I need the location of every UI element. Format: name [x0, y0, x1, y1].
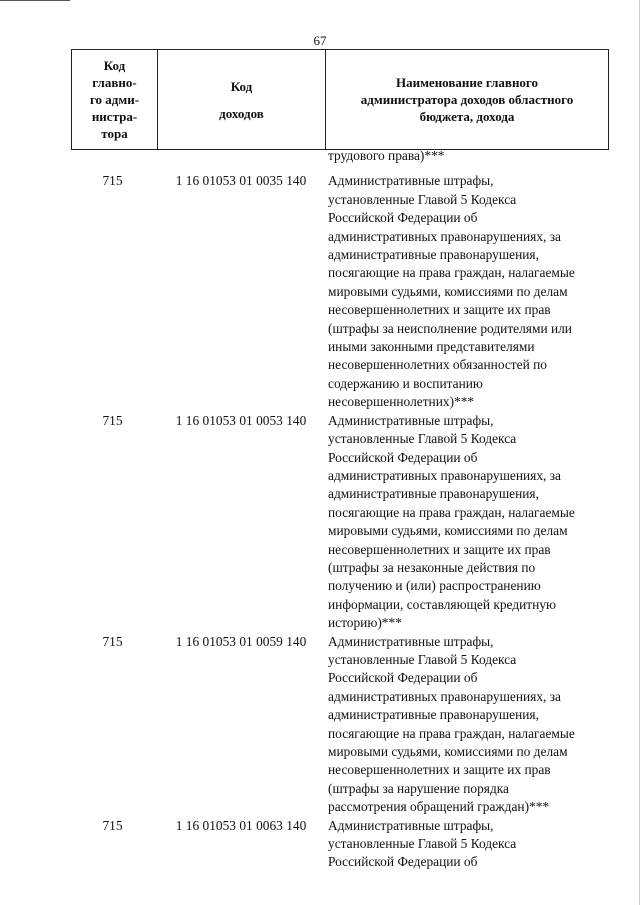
- header-admin-line: Код: [103, 58, 126, 73]
- income-code: 1 16 01053 01 0053 140: [175, 412, 307, 428]
- name-line: Российской Федерации об: [328, 449, 478, 465]
- income-name: [328, 817, 609, 872]
- name-line: Российской Федерации об: [328, 854, 478, 870]
- header-admin-code: [72, 50, 158, 150]
- income-name: [328, 633, 609, 817]
- name-line: административных правонарушениях, за: [328, 467, 561, 483]
- name-line: установленные Главой 5 Кодекса: [328, 836, 517, 852]
- name-line: получению и (или) распространению: [328, 578, 541, 594]
- continuation-text: [328, 147, 609, 165]
- name-line: (штрафы за нарушение порядка: [328, 780, 510, 796]
- name-line: Административные штрафы,: [328, 173, 494, 189]
- page-number: 67: [313, 33, 327, 48]
- admin-code: 715: [102, 633, 123, 649]
- name-line: несовершеннолетних и защите их прав: [328, 762, 551, 778]
- name-line: посягающие на права граждан, налагаемые: [328, 504, 575, 520]
- name-line: несовершеннолетних и защите их прав: [328, 302, 551, 318]
- name-line: установленные Главой 5 Кодекса: [328, 191, 517, 207]
- header-income-line: доходов: [219, 105, 264, 121]
- name-line: мировыми судьями, комиссиями по делам: [328, 523, 568, 539]
- name-line: Российской Федерации об: [328, 210, 478, 226]
- continuation-line: трудового права)***: [328, 148, 445, 163]
- name-line: Административные штрафы,: [328, 817, 494, 833]
- name-line: административных правонарушениях, за: [328, 228, 561, 244]
- admin-code: 715: [102, 817, 123, 833]
- name-line: установленные Главой 5 Кодекса: [328, 431, 517, 447]
- name-line: информации, составляющей кредитную: [328, 596, 557, 612]
- name-line: посягающие на права граждан, налагаемые: [328, 265, 575, 281]
- name-line: несовершеннолетних и защите их прав: [328, 541, 551, 557]
- table-row: [71, 633, 609, 817]
- name-line: административные правонарушения,: [328, 707, 539, 723]
- income-code: 1 16 01053 01 0035 140: [175, 173, 307, 189]
- name-line: Российской Федерации об: [328, 670, 478, 686]
- name-line: административных правонарушениях, за: [328, 688, 561, 704]
- income-code: 1 16 01053 01 0059 140: [175, 633, 307, 649]
- admin-code: 715: [102, 173, 123, 189]
- name-line: Административные штрафы,: [328, 412, 494, 428]
- income-name: [328, 172, 609, 411]
- name-line: историю)***: [328, 615, 402, 631]
- header-income-code: [158, 50, 326, 150]
- admin-code: 715: [102, 412, 123, 428]
- scan-edge-mark: [0, 0, 70, 4]
- name-line: мировыми судьями, комиссиями по делам: [328, 744, 568, 759]
- name-line: несовершеннолетних)***: [328, 394, 475, 410]
- table-row: [71, 817, 609, 872]
- header-name: [326, 50, 609, 150]
- header-name-line: бюджета, дохода: [419, 109, 515, 124]
- name-line: (штрафы за неисполнение родителями или: [328, 320, 572, 336]
- header-name-line: Наименование главного: [395, 75, 539, 90]
- table-row: [71, 172, 609, 411]
- name-line: иными законными представителями: [328, 339, 535, 355]
- header-admin-line: го адми-: [89, 92, 140, 107]
- name-line: мировыми судьями, комиссиями по делам: [328, 283, 568, 299]
- name-line: административные правонарушения,: [328, 247, 539, 263]
- table-row: [71, 412, 609, 633]
- header-name-line: администратора доходов областного: [360, 92, 574, 107]
- name-line: (штрафы за незаконные действия по: [328, 559, 536, 575]
- header-admin-line: главно-: [92, 75, 137, 90]
- header-admin-line: тора: [101, 126, 128, 141]
- name-line: Административные штрафы,: [328, 633, 494, 649]
- name-line: административные правонарушения,: [328, 486, 539, 502]
- header-admin-line: нистра-: [91, 109, 138, 124]
- income-code: 1 16 01053 01 0063 140: [175, 817, 307, 833]
- name-line: содержанию и воспитанию: [328, 375, 483, 391]
- name-line: рассмотрения обращений граждан)***: [328, 799, 550, 815]
- name-line: несовершеннолетних обязанностей по: [328, 357, 547, 373]
- income-name: [328, 412, 609, 633]
- name-line: посягающие на права граждан, налагаемые: [328, 725, 575, 741]
- header-income-line: Код: [230, 78, 253, 94]
- name-line: установленные Главой 5 Кодекса: [328, 651, 517, 667]
- table-body: [71, 147, 609, 872]
- table-header: [71, 49, 609, 150]
